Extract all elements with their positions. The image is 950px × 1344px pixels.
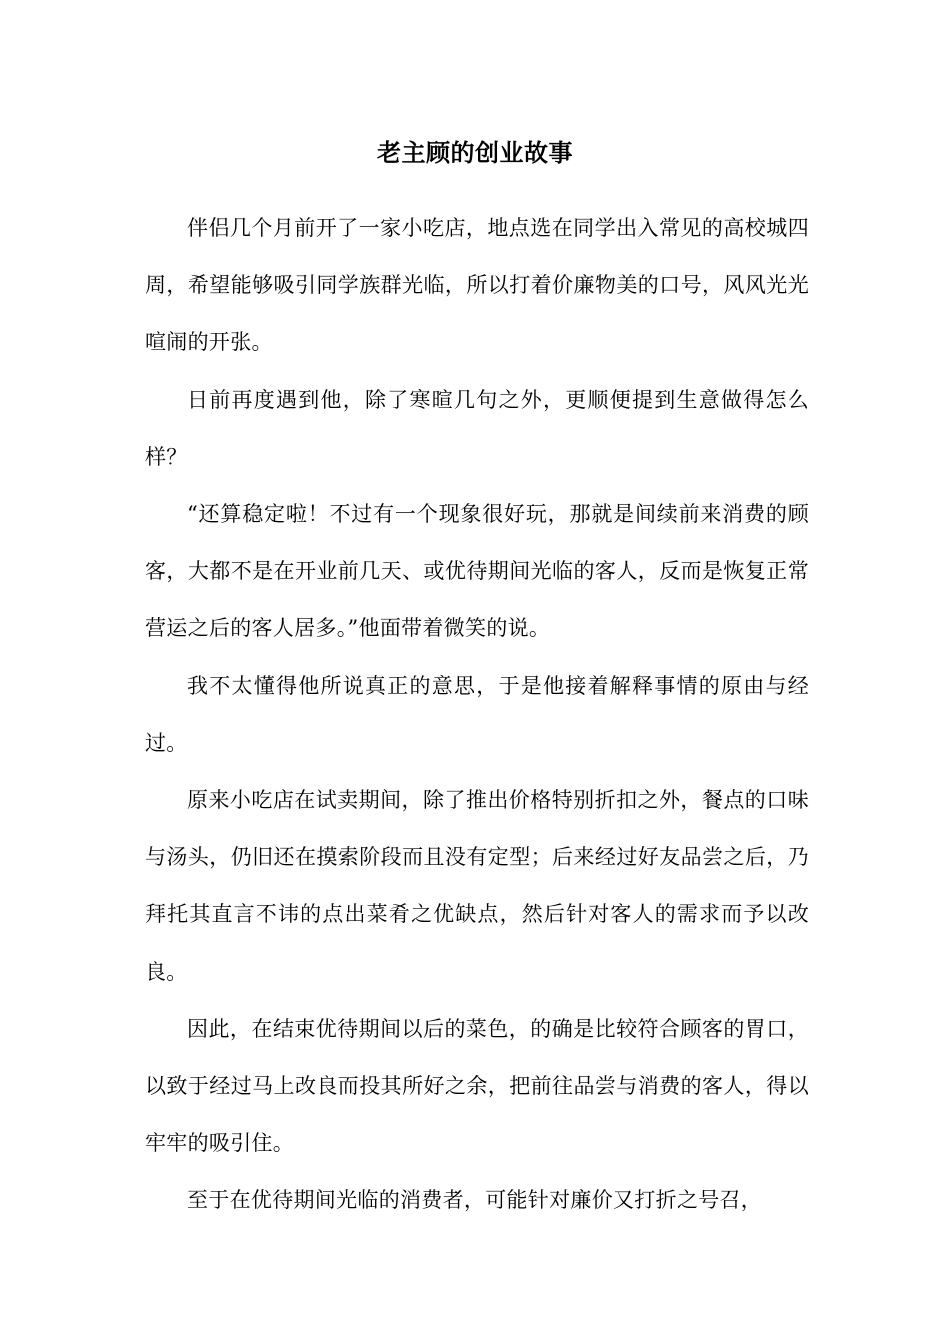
paragraph: 伴侣几个月前开了一家小吃店，地点选在同学出入常见的高校城四周，希望能够吸引同学族群光临，所以打着价廉物美的口号，风风光光喧闹的开张。 — [145, 216, 809, 355]
paragraph: 日前再度遇到他，除了寒暄几句之外，更顺便提到生意做得怎么样？ — [145, 387, 809, 469]
document-title: 老主顾的创业故事 — [377, 138, 573, 167]
paragraph: 因此，在结束优待期间以后的菜色，的确是比较符合顾客的胃口，以致于经过马上改良而投其所好之余，把前往品尝与消费的客人，得以牢牢的吸引住。 — [145, 1016, 809, 1156]
paragraph: 我不太懂得他所说真正的意思，于是他接着解释事情的原由与经过。 — [145, 673, 809, 755]
paragraph: 至于在优待期间光临的消费者，可能针对廉价又打折之号召， — [187, 1188, 763, 1213]
paragraph: “还算稳定啦！不过有一个现象很好玩，那就是间续前来消费的顾客，大都不是在开业前几天、或优待期间光临的客人，反而是恢复正常营运之后的客人居多。”他面带着微笑的说。 — [145, 502, 809, 641]
paragraph: 原来小吃店在试卖期间，除了推出价格特别折扣之外，餐点的口味与汤头，仍旧还在摸索阶段而且没有定型；后来经过好友品尝之后，乃拜托其直言不讳的点出菜肴之优缺点，然后针对客人的需求而予以改良。 — [145, 788, 809, 984]
document-body — [145, 200, 809, 1230]
